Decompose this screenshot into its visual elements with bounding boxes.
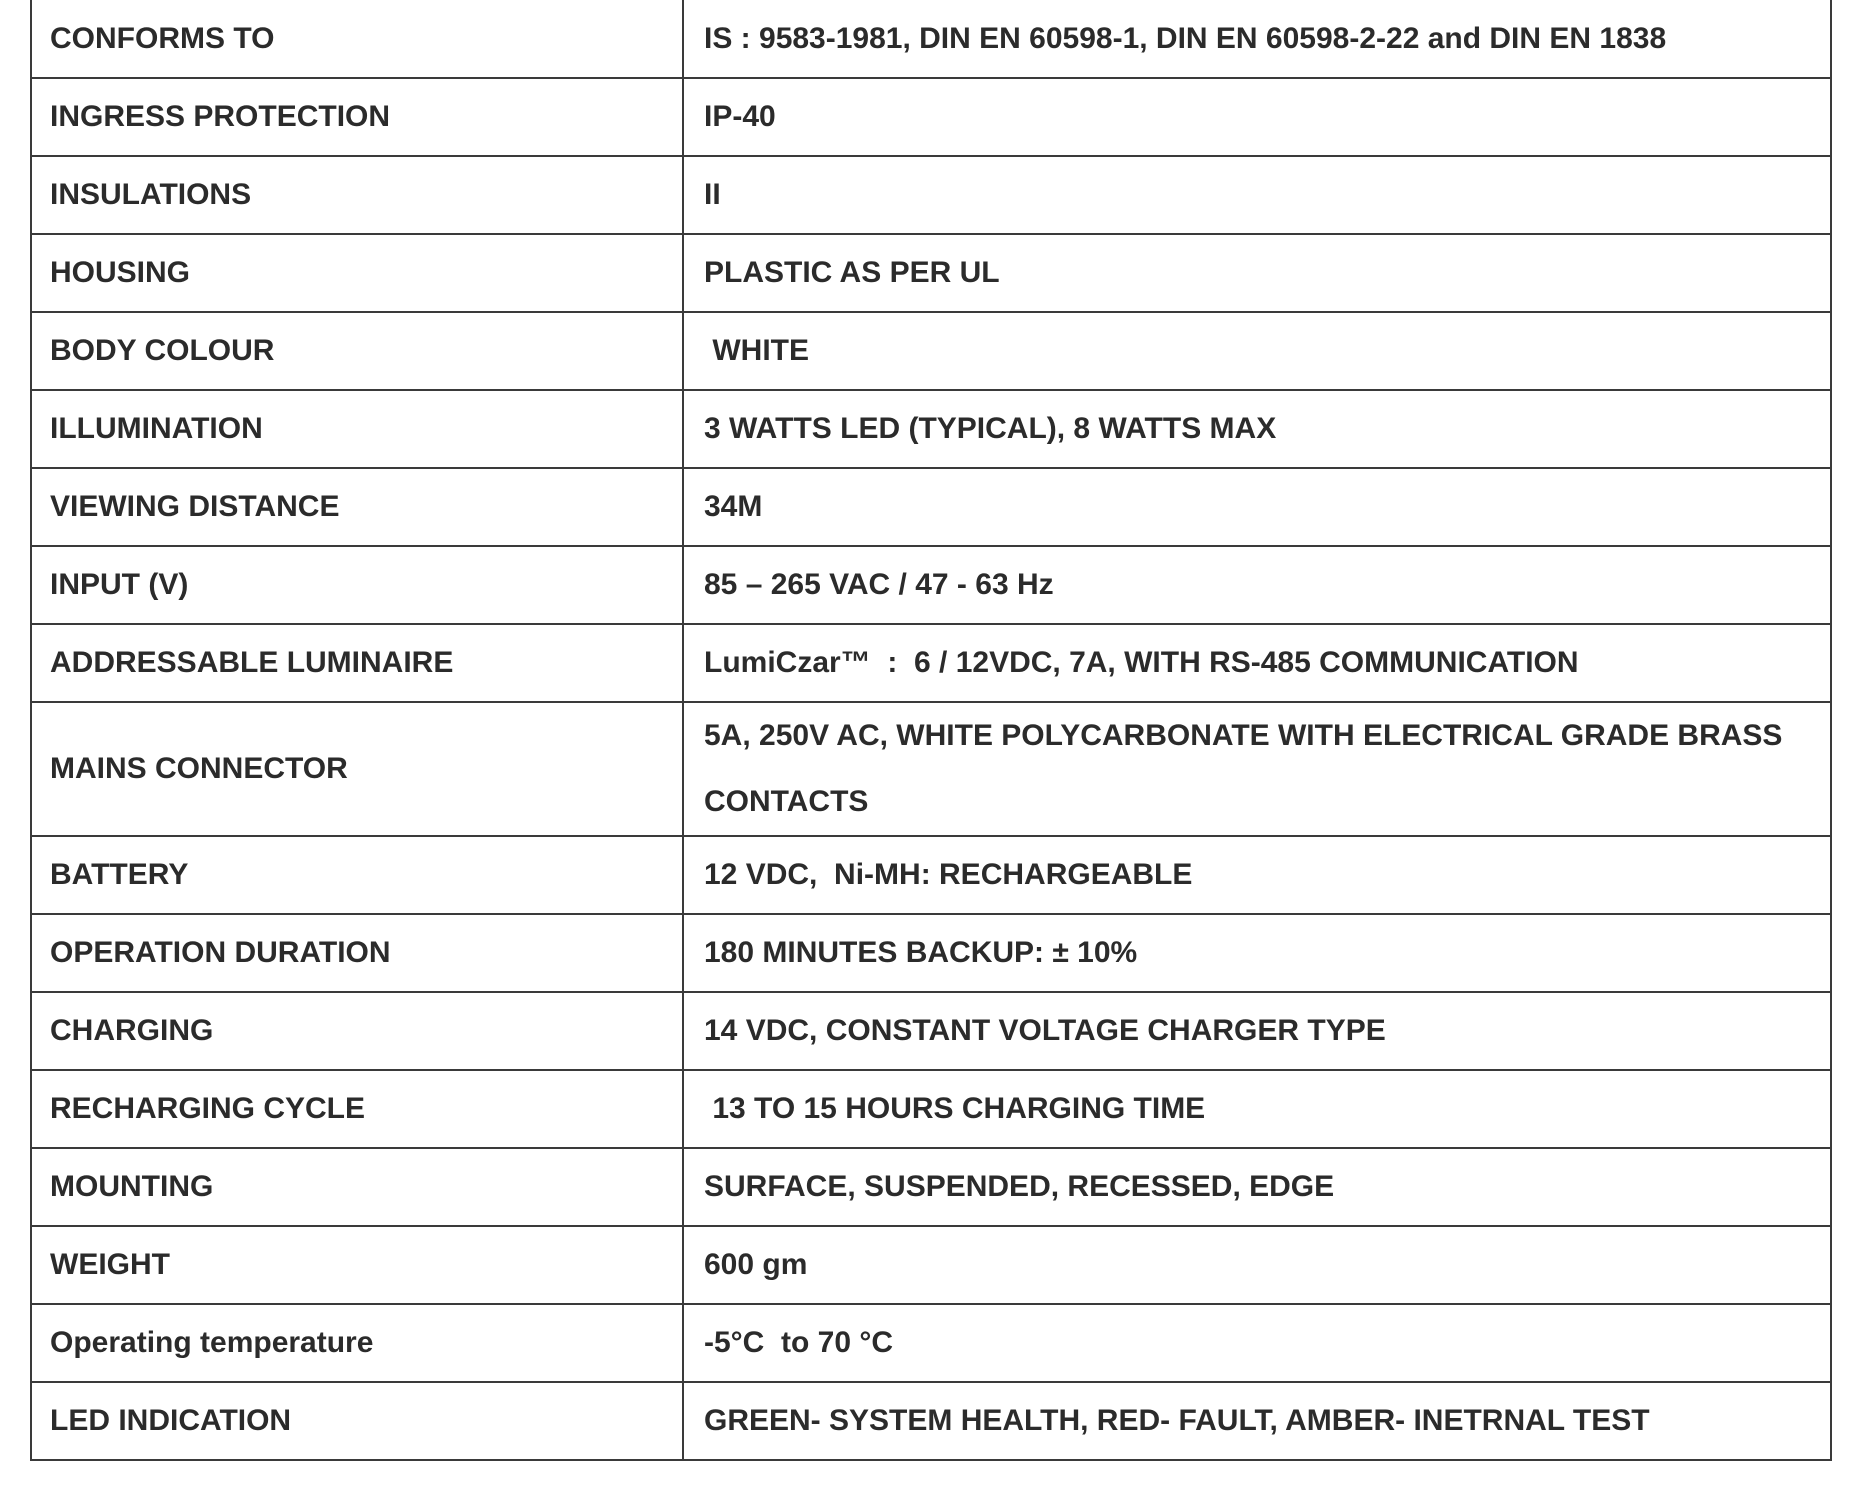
spec-value: 3 WATTS LED (TYPICAL), 8 WATTS MAX xyxy=(683,390,1831,468)
spec-value: 600 gm xyxy=(683,1226,1831,1304)
spec-value: PLASTIC AS PER UL xyxy=(683,234,1831,312)
table-row xyxy=(31,1070,1831,1148)
table-row xyxy=(31,468,1831,546)
spec-label: INSULATIONS xyxy=(31,156,683,234)
spec-label: BODY COLOUR xyxy=(31,312,683,390)
spec-label: OPERATION DURATION xyxy=(31,914,683,992)
spec-label: VIEWING DISTANCE xyxy=(31,468,683,546)
spec-label: BATTERY xyxy=(31,836,683,914)
spec-value: II xyxy=(683,156,1831,234)
spec-value: SURFACE, SUSPENDED, RECESSED, EDGE xyxy=(683,1148,1831,1226)
spec-label: MOUNTING xyxy=(31,1148,683,1226)
table-row xyxy=(31,624,1831,702)
spec-label: HOUSING xyxy=(31,234,683,312)
table-row xyxy=(31,78,1831,156)
spec-value: 13 TO 15 HOURS CHARGING TIME xyxy=(683,1070,1831,1148)
spec-value: IS : 9583-1981, DIN EN 60598-1, DIN EN 60598-2-22 and DIN EN 1838 xyxy=(683,0,1831,78)
table-row xyxy=(31,836,1831,914)
table-row xyxy=(31,1226,1831,1304)
spec-table xyxy=(30,0,1832,1461)
table-row xyxy=(31,156,1831,234)
spec-label: ADDRESSABLE LUMINAIRE xyxy=(31,624,683,702)
spec-label: LED INDICATION xyxy=(31,1382,683,1460)
table-row xyxy=(31,1382,1831,1460)
spec-value: 180 MINUTES BACKUP: ± 10% xyxy=(683,914,1831,992)
table-row xyxy=(31,702,1831,836)
spec-label: CONFORMS TO xyxy=(31,0,683,78)
table-row xyxy=(31,312,1831,390)
spec-value: 85 – 265 VAC / 47 - 63 Hz xyxy=(683,546,1831,624)
table-row xyxy=(31,234,1831,312)
spec-label: WEIGHT xyxy=(31,1226,683,1304)
spec-value: GREEN- SYSTEM HEALTH, RED- FAULT, AMBER- INETRNAL TEST xyxy=(683,1382,1831,1460)
spec-label: MAINS CONNECTOR xyxy=(31,702,683,836)
spec-value: 34M xyxy=(683,468,1831,546)
spec-label: ILLUMINATION xyxy=(31,390,683,468)
spec-value: 12 VDC, Ni-MH: RECHARGEABLE xyxy=(683,836,1831,914)
spec-label: INGRESS PROTECTION xyxy=(31,78,683,156)
table-row xyxy=(31,390,1831,468)
spec-label: Operating temperature xyxy=(31,1304,683,1382)
spec-label: RECHARGING CYCLE xyxy=(31,1070,683,1148)
spec-value: 14 VDC, CONSTANT VOLTAGE CHARGER TYPE xyxy=(683,992,1831,1070)
table-row xyxy=(31,1304,1831,1382)
spec-value: WHITE xyxy=(683,312,1831,390)
table-row xyxy=(31,992,1831,1070)
table-row xyxy=(31,546,1831,624)
spec-value: IP-40 xyxy=(683,78,1831,156)
spec-label: INPUT (V) xyxy=(31,546,683,624)
spec-label: CHARGING xyxy=(31,992,683,1070)
table-row xyxy=(31,914,1831,992)
spec-value: LumiCzar™ : 6 / 12VDC, 7A, WITH RS-485 COMMUNICATION xyxy=(683,624,1831,702)
spec-value: -5°C to 70 °C xyxy=(683,1304,1831,1382)
spec-value: 5A, 250V AC, WHITE POLYCARBONATE WITH ELECTRICAL GRADE BRASS CONTACTS xyxy=(683,702,1831,836)
table-row xyxy=(31,1148,1831,1226)
table-row xyxy=(31,0,1831,78)
